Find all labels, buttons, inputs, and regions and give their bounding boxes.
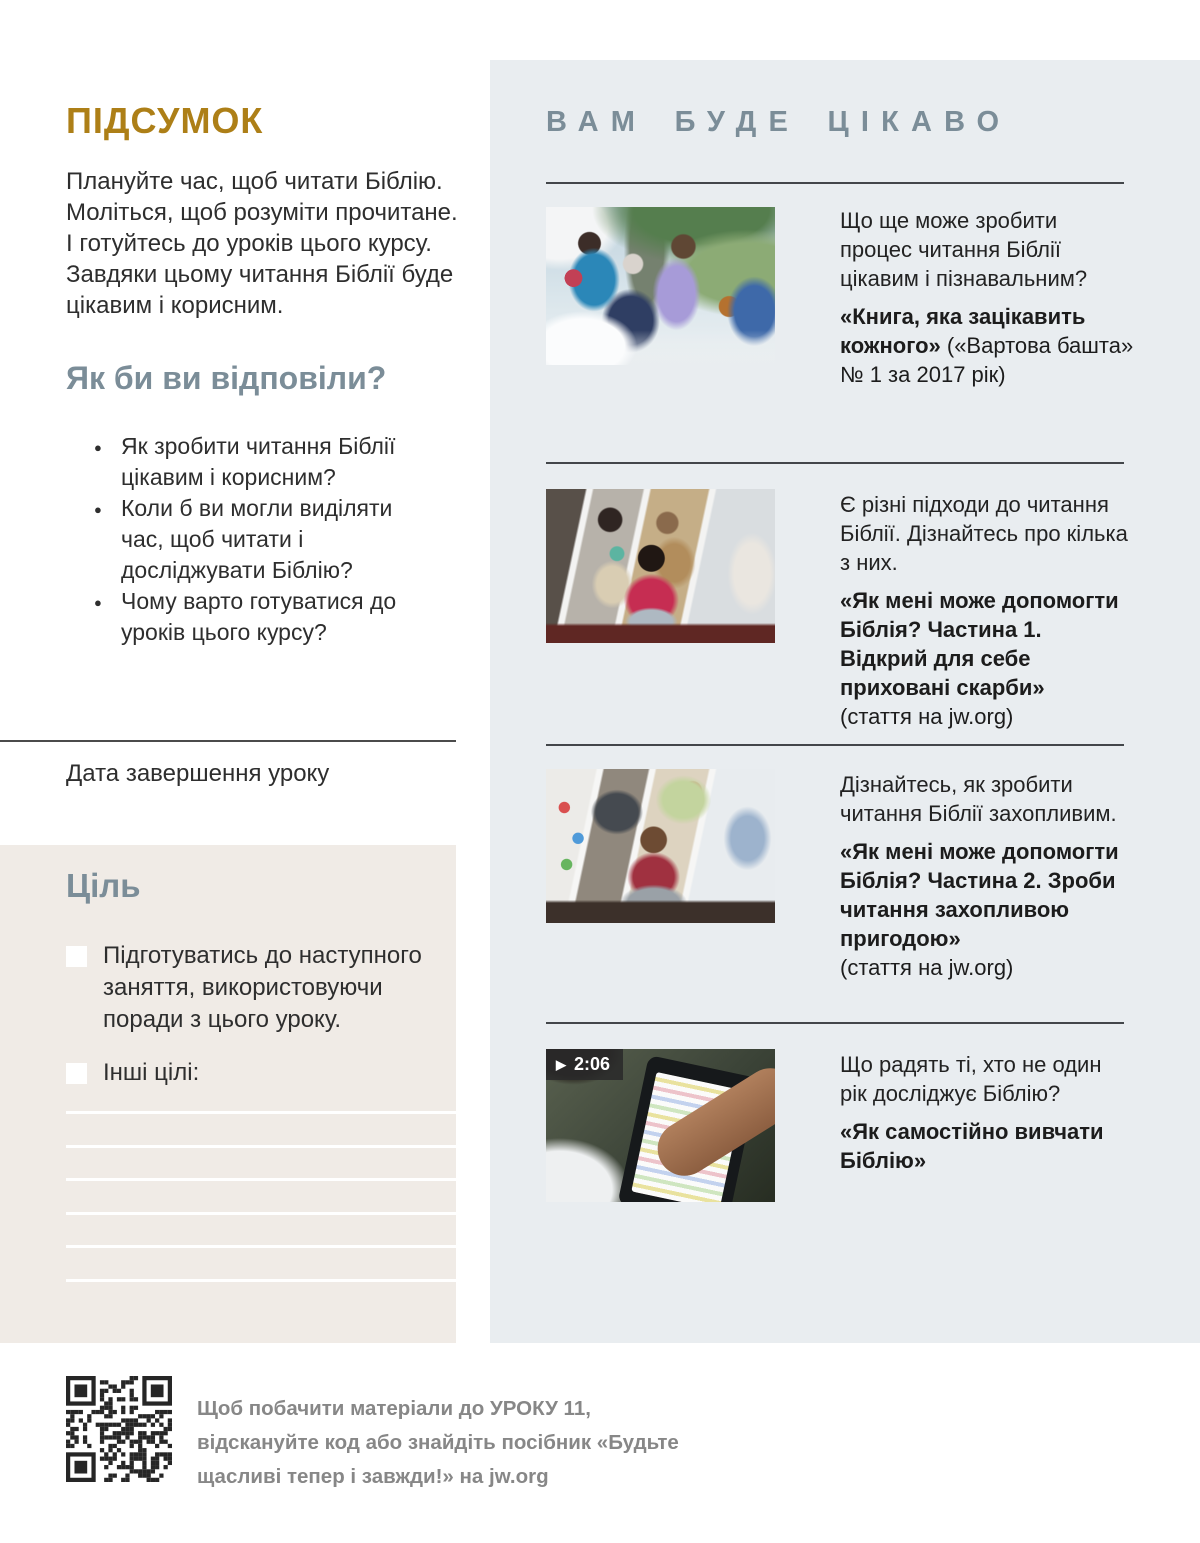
article-title-bold: «Книга, яка зацікавить кожного» bbox=[840, 304, 1086, 358]
goal-item-label: Підготуватись до наступного заняття, використовуючи поради з цього уроку. bbox=[103, 942, 422, 1033]
goal-item bbox=[66, 940, 422, 1036]
article-title-rest: (стаття на jw.org) bbox=[840, 955, 1014, 980]
review-questions-list bbox=[94, 431, 434, 648]
article-title-bold: «Як мені може допомогти Біблія? Частина 1. Відкрий для себе приховані скарби» bbox=[840, 588, 1119, 700]
review-questions-heading: Як би ви відповіли? bbox=[66, 360, 387, 396]
goal-write-line[interactable] bbox=[66, 1245, 456, 1248]
article-title-rest: (стаття на jw.org) bbox=[840, 704, 1014, 729]
goal-write-line[interactable] bbox=[66, 1111, 456, 1114]
article-title-rest: («Вартова башта» № 1 за 2017 рік) bbox=[840, 333, 1134, 387]
interest-item-description: Що радять ті, хто не один рік досліджує Біблію? bbox=[840, 1052, 1102, 1106]
goal-panel bbox=[0, 845, 456, 1343]
article-thumbnail-people-reading[interactable] bbox=[546, 207, 775, 365]
interest-panel bbox=[490, 60, 1200, 1343]
goal-item bbox=[66, 1057, 422, 1089]
interest-item-title[interactable] bbox=[840, 1117, 1134, 1175]
interest-item bbox=[840, 490, 1134, 731]
divider bbox=[546, 462, 1124, 464]
divider bbox=[546, 1022, 1124, 1024]
article-title-bold: «Як самостійно вивчати Біблію» bbox=[840, 1119, 1104, 1173]
goal-checkbox[interactable] bbox=[66, 1063, 87, 1084]
qr-code bbox=[66, 1376, 172, 1482]
video-duration-badge bbox=[546, 1049, 623, 1080]
completion-date-label: Дата завершення уроку bbox=[66, 760, 330, 787]
summary-paragraph: Плануйте час, щоб читати Біблію. Моліться, щоб розуміти прочитане. І готуйтесь до уроків цього курсу. Завдяки цьому читання Біблії буде цікавим і корисним. bbox=[66, 168, 458, 319]
review-question: ● Коли б ви могли виділяти час, щоб читати і досліджувати Біблію? bbox=[94, 493, 434, 586]
divider bbox=[546, 744, 1124, 746]
video-thumbnail-tablet-study[interactable] bbox=[546, 1049, 775, 1202]
article-thumbnail-boy-reading-collage[interactable] bbox=[546, 489, 775, 643]
video-duration: 2:06 bbox=[574, 1054, 611, 1074]
interest-item bbox=[840, 770, 1134, 982]
goal-write-line[interactable] bbox=[66, 1279, 456, 1282]
article-thumbnail-woman-studying-collage[interactable] bbox=[546, 769, 775, 923]
footer-caption: Щоб побачити матеріали до УРОКУ 11, відскануйте код або знайдіть посібник «Будьте щасливі тепер і завжди!» на jw.org bbox=[197, 1397, 679, 1488]
review-question: ● Чому варто готуватися до уроків цього курсу? bbox=[94, 586, 434, 648]
interest-heading: ВАМ БУДЕ ЦІКАВО bbox=[546, 106, 1012, 138]
goal-heading: Ціль bbox=[66, 867, 141, 904]
interest-item-description: Є різні підходи до читання Біблії. Дізнайтесь про кілька з них. bbox=[840, 492, 1128, 575]
divider bbox=[0, 740, 456, 742]
interest-item-title[interactable] bbox=[840, 837, 1134, 982]
goal-checkbox[interactable] bbox=[66, 946, 87, 967]
interest-item-description: Що ще може зробити процес читання Біблії цікавим і пізнавальним? bbox=[840, 208, 1088, 291]
goal-item-label: Інші цілі: bbox=[103, 1059, 200, 1086]
article-title-bold: «Як мені може допомогти Біблія? Частина 2. Зроби читання захопливою пригодою» bbox=[840, 839, 1119, 951]
divider bbox=[546, 182, 1124, 184]
play-icon: ▶ bbox=[556, 1057, 566, 1072]
summary-heading: ПІДСУМОК bbox=[66, 100, 264, 141]
goal-write-line[interactable] bbox=[66, 1145, 456, 1148]
goal-write-line[interactable] bbox=[66, 1178, 456, 1181]
review-question: ● Як зробити читання Біблії цікавим і корисним? bbox=[94, 431, 434, 493]
interest-item bbox=[840, 1050, 1134, 1175]
goal-write-line[interactable] bbox=[66, 1212, 456, 1215]
interest-item bbox=[840, 206, 1134, 389]
interest-item-title[interactable] bbox=[840, 302, 1134, 389]
interest-item-title[interactable] bbox=[840, 586, 1134, 731]
interest-item-description: Дізнайтесь, як зробити читання Біблії захопливим. bbox=[840, 772, 1117, 826]
